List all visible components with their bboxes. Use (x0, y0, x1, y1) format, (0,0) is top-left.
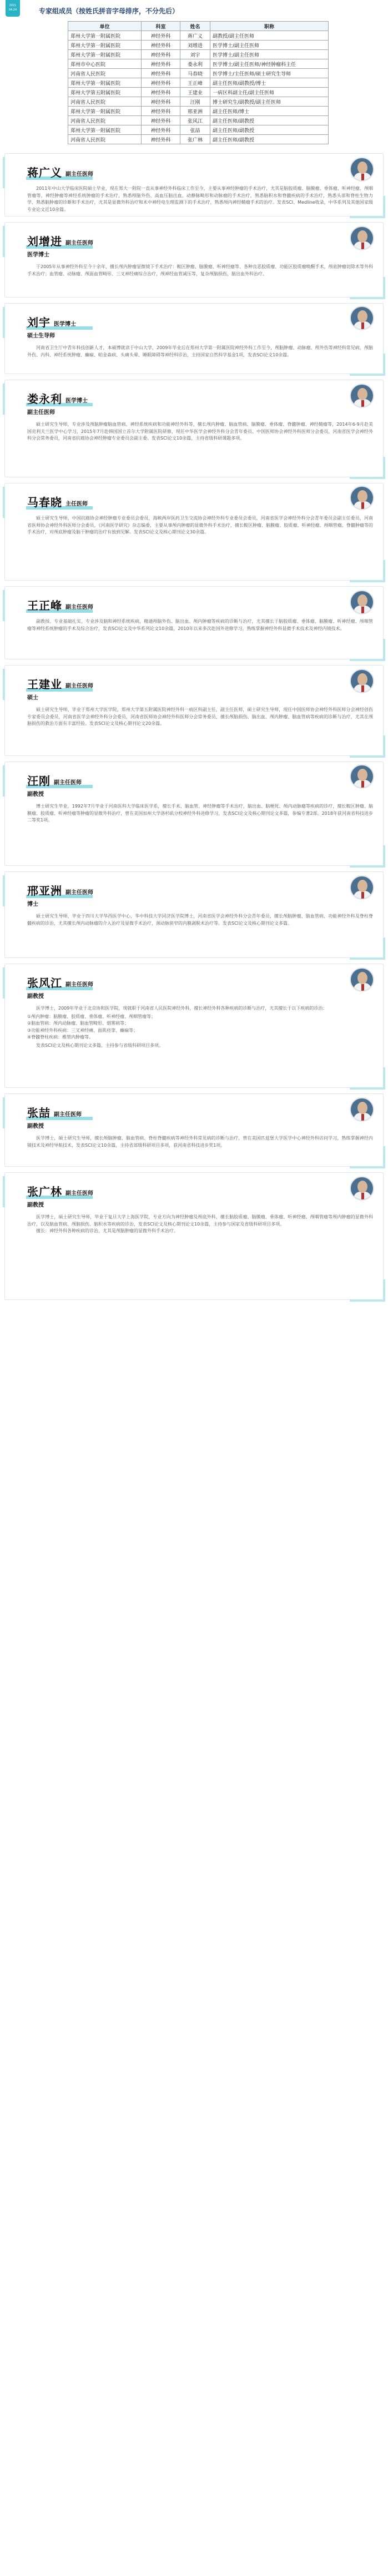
table-cell-name: 邢亚洲 (180, 107, 210, 116)
profile-card (4, 665, 384, 756)
table-cell-name: 张风江 (180, 116, 210, 125)
photo-head (357, 673, 367, 685)
header-title: 职称 (210, 22, 329, 31)
doctor-title: 副主任医师 (65, 683, 93, 689)
doctor-description (27, 707, 373, 728)
doctor-name: 王建业 (27, 678, 62, 691)
table-cell-title: 一病区科副主任/副主任医师 (210, 88, 329, 97)
header-name: 姓名 (180, 22, 210, 31)
specialty-item: ③功能神经外科疾病：三叉神经痛、面肌痉挛、癫痫等； (27, 1027, 138, 1033)
doctor-photo (350, 590, 374, 614)
photo-tie (361, 781, 364, 788)
doctor-name: 蒋广义 (27, 166, 62, 179)
doctor-title: 副主任医师 (54, 780, 82, 786)
doctor-title: 主任医师 (65, 501, 88, 507)
doctor-description (27, 264, 373, 278)
table-cell-title: 副主任医师/副教授/博士 (210, 78, 329, 88)
photo-head (357, 310, 367, 322)
card-header (27, 1104, 373, 1120)
profile-card (4, 964, 384, 1088)
table-cell-title: 副主任医师/副教授 (210, 135, 329, 144)
card-content (5, 223, 383, 297)
photo-head (357, 230, 367, 243)
doctor-name: 娄永利 (27, 392, 62, 406)
photo-tie (361, 400, 364, 407)
description-paragraph: 发表SCI论文及核心期刊论文多篇，主持参与省级科研项目多项。 (36, 1042, 164, 1048)
doctor-description (27, 515, 373, 536)
profile-card (4, 586, 384, 659)
doctor-description (27, 1005, 373, 1012)
header-unit: 单位 (68, 22, 142, 31)
card-header (27, 233, 373, 249)
header-dept: 科室 (142, 22, 180, 31)
specialty-list (27, 1014, 373, 1041)
card-header (27, 314, 373, 330)
table-cell-unit: 河南省人民医院 (68, 97, 142, 107)
table-row (68, 78, 329, 88)
card-header (27, 164, 373, 180)
card-content (5, 872, 383, 957)
table-cell-unit: 郑州大学第一附属医院 (68, 78, 142, 88)
table-cell-name: 马春晓 (180, 69, 210, 78)
description-paragraph: 硕士研究生导师，毕业于四川大学华西医学中心，华中科技大学同济医学院博士，河南省医学会神经外科分会青年委员，擅长颅脑肿瘤、脑血管病、功能神经外科及脊柱脊髓疾病的诊治，尤其擅长颅内动脉瘤的介入治疗及显微手术治疗，颈动脉狭窄的内膜剥脱术治疗等。发表SCI论文及核心期刊论文多篇。 (27, 914, 373, 926)
doctor-title: 副主任医师 (65, 1191, 93, 1197)
photo-head (357, 1102, 367, 1114)
doctor-title: 副主任医师 (65, 172, 93, 178)
doctor-photo (350, 967, 374, 992)
description-paragraph: 擅长：神经外科各种疾病的诊治，尤其是颅脑肿瘤的显微外科手术治疗。 (36, 1228, 178, 1234)
table-cell-name: 蒋广义 (180, 31, 210, 41)
doctor-photo (350, 486, 374, 510)
doctor-subtitle: 副教授 (27, 1123, 44, 1130)
table-cell-unit: 郑州大学第五附属医院 (68, 88, 142, 97)
table-cell-unit: 郑州大学第一附属医院 (68, 107, 142, 116)
doctor-name: 张广林 (27, 1185, 62, 1198)
table-cell-name: 王建业 (180, 88, 210, 97)
description-paragraph: 2011年中山大学临床医院硕士毕业，现在郑大一附院一直从事神经外科临床工作至今，主要从事神经肿瘤的手术治疗，尤其是脑胶质瘤、脑膜瘤、垂体瘤、听神经瘤、颅咽管瘤等，神经肿瘤等神经系统肿瘤的手术治疗，熟悉颅脑外伤、高血压脑出血、动静脉畸形和动脉瘤的手术治疗，熟悉脑积水和脊髓疾病的手术治疗，熟悉头部和脊柱生物力学、熟悉脑肿瘤的诊断和手术治疗，尤其是显微外科治疗和术中神经电生理监测下的手术治疗，熟悉颅内神经鞘瘤手术的治疗。发表SCI、Medline收录，中华系列及其他国家级专业论文近10余篇。 (27, 186, 373, 212)
table-cell-title: 医学博士/副主任医师 (210, 41, 329, 50)
doctor-description (27, 1135, 373, 1149)
table-cell-dept: 神经外科 (142, 50, 180, 59)
table-cell-dept: 神经外科 (142, 59, 180, 69)
profile-cards (0, 153, 388, 1309)
table-cell-unit: 郑州大学第一附属医院 (68, 125, 142, 135)
doctor-title: 副主任医师 (65, 982, 93, 988)
photo-head (357, 490, 367, 502)
table-cell-title: 副教授/副主任医师 (210, 31, 329, 41)
card-content (5, 1094, 383, 1166)
table-cell-name: 汪刚 (180, 97, 210, 107)
doctor-photo (350, 764, 374, 789)
doctor-photo (350, 669, 374, 693)
table-row (68, 31, 329, 41)
table-row (68, 88, 329, 97)
photo-tie (361, 1193, 364, 1199)
doctor-description (27, 421, 373, 442)
doctor-description (27, 803, 373, 824)
doctor-photo (350, 157, 374, 182)
profile-card (4, 380, 384, 477)
table-cell-title: 副主任医师/副教授 (210, 116, 329, 125)
photo-head (357, 594, 367, 607)
table-cell-dept: 神经外科 (142, 125, 180, 135)
description-paragraph: 医学博士，硕士研究生导师，毕业于复旦大学上海医学院，专业方向为神经肿瘤及颅底外科，擅长脑胶质瘤、脑膜瘤、垂体瘤、听神经瘤、颅咽管瘤等颅内肿瘤的显微外科治疗，以及脑血管病、颅脑损伤、脑积水等疾病的诊治，发表SCI论文及核心期刊论文10余篇，主持参与国家及省级科研项目多项。 (27, 1214, 373, 1227)
table-cell-unit: 郑州大学第一附属医院 (68, 50, 142, 59)
table-cell-name: 王正峰 (180, 78, 210, 88)
table-cell-title: 医学博士/副主任医师 (210, 50, 329, 59)
profile-card (4, 762, 384, 866)
doctor-name: 张风江 (27, 976, 62, 990)
photo-head (357, 769, 367, 781)
table-cell-dept: 神经外科 (142, 97, 180, 107)
table-row (68, 41, 329, 50)
doctor-name: 刘增进 (27, 235, 62, 248)
table-cell-unit: 郑州大学第一附属医院 (68, 41, 142, 50)
table-cell-dept: 神经外科 (142, 69, 180, 78)
card-content (5, 154, 383, 216)
description-paragraph: 医学博士，2009年毕业于北京协和医学院，现就职于河南省人民医院神经外科，擅长神经外科各种疾病的诊断与治疗，尤其擅长于以下疾病的诊治： (36, 1006, 327, 1011)
card-content (5, 380, 383, 477)
specialty-item: ②脑血管病：颅内动脉瘤、脑血管畸形、烟雾病等； (27, 1021, 129, 1026)
photo-head (357, 1181, 367, 1193)
doctor-subtitle: 博士 (27, 901, 38, 908)
doctor-name: 马春晓 (27, 496, 62, 509)
table-cell-title: 医学博士/主任医师/硕士研究生导师 (210, 69, 329, 78)
table-cell-title: 博士研究生/副教授/副主任医师 (210, 97, 329, 107)
doctor-description (27, 185, 373, 213)
description-paragraph: 河南省卫生厅中青年科技创新人才，本硕博就读于中山大学，2009年毕业后在郑州大学第一附属医院神经外科工作至今，颅脑肿瘤、动脉瘤、颅外伤等神经科常见病，颅脑外伤、内科、神经系统肿瘤、癫痫、帕金森病、头痛头晕、睡眠障碍等神经科诊治，主持国家自然科学基金1项，发表SCI论文10余篇。 (27, 345, 373, 357)
card-header (27, 974, 373, 990)
table-row (68, 135, 329, 144)
card-content (5, 304, 383, 374)
card-content (5, 762, 383, 865)
doctor-photo (350, 875, 374, 900)
doctor-name: 王正峰 (27, 599, 62, 612)
doctor-title: 医学博士 (54, 321, 76, 327)
card-header (27, 675, 373, 692)
photo-tie (361, 607, 364, 613)
profile-card (4, 1093, 384, 1167)
doctor-photo (350, 226, 374, 250)
table-row (68, 125, 329, 135)
card-header (27, 597, 373, 613)
profile-card (4, 871, 384, 958)
photo-tie (361, 502, 364, 509)
photo-head (357, 972, 367, 984)
card-content (5, 483, 383, 580)
table-cell-name: 刘增进 (180, 41, 210, 50)
specialty-item: ④脊髓脊柱疾病：椎管内肿瘤等。 (27, 1035, 94, 1040)
table-row (68, 107, 329, 116)
doctor-name: 汪刚 (27, 774, 51, 788)
table-row (68, 50, 329, 59)
photo-tie (361, 984, 364, 991)
card-header (27, 493, 373, 510)
doctor-name: 邢亚洲 (27, 884, 62, 898)
doctor-subtitle: 副主任医师 (27, 410, 55, 416)
doctor-description (27, 1214, 373, 1235)
card-header (27, 772, 373, 788)
table-header-row (68, 22, 329, 31)
experts-table (68, 21, 329, 144)
doctor-title: 副主任医师 (65, 604, 93, 611)
profile-card (4, 303, 384, 374)
table-cell-title: 副主任医师/博士 (210, 107, 329, 116)
table-cell-name: 娄永利 (180, 59, 210, 69)
badge-date: 04.24 (8, 8, 17, 12)
table-cell-dept: 神经外科 (142, 135, 180, 144)
table-cell-unit: 河南省人民医院 (68, 116, 142, 125)
table-cell-dept: 神经外科 (142, 41, 180, 50)
doctor-subtitle: 副教授 (27, 792, 44, 798)
description-paragraph: 硕士研究生导师，毕业于郑州大学医学院，郑州大学第五附属医院神经外科一病区科副主任，副主任医师，硕士研究生导师，现任中国医师协会神经外科医师分会神经创伤专家委员会委员，河南省医学会神经外科分会委员，河南省医师协会神经外科医师分会常务委员，擅长颅脑损伤、脑出血、颅内肿瘤、脑血管病等疾病的诊断与治疗，尤其在颅脑损伤的救治方面有丰富经验。发表SCI论文及核心期刊论文20余篇。 (27, 707, 373, 727)
description-paragraph: 副教授、专业基础扎实，专业涉及脑和神经系统疾病，精通颅脑外伤、脑出血、颅内肿瘤等疾病的诊断与治疗，尤其擅长于脑胶质瘤、垂体瘤、脑膜瘤、听神经瘤、颅咽管瘤等神经系统肿瘤的手术及综合治疗，发表SCI论文及中华系列论文10余篇，2010年以来多次赴国外进修学习，熟练掌握神经外科显微手术技术及神经内镜技术。 (27, 619, 373, 631)
card-content (5, 666, 383, 755)
card-content (5, 587, 383, 659)
doctor-description (27, 913, 373, 927)
doctor-title: 医学博士 (65, 398, 88, 404)
photo-tie (361, 685, 364, 692)
section-title: 专家组成员（按姓氏拼音字母排序，不分先后） (39, 7, 179, 15)
doctor-photo (350, 1097, 374, 1122)
photo-tie (361, 322, 364, 329)
table-cell-name: 张喆 (180, 125, 210, 135)
photo-tie (361, 243, 364, 249)
specialty-item: ①颅内肿瘤：脑膜瘤、胶质瘤、垂体瘤、听神经瘤、颅咽管瘤等； (27, 1014, 156, 1019)
card-header (27, 1183, 373, 1199)
experts-section (0, 0, 388, 153)
table-cell-unit: 河南省人民医院 (68, 69, 142, 78)
description-paragraph: 硕士研究生导师，专业涉及颅脑肿瘤脑血管病、神经系统疾病和功能神经外科等，擅长颅内肿瘤、脑血管病、脑膜瘤、垂体瘤、脊髓肿瘤、神经鞘瘤等，2014年6-9月赴美国克利夫兰医学中心学习，2015年7月赴韩国国立首尔大学附属医院研修，现任中华医学会神经外科分会青年委员、中国医师协会神经外科医师分会委员，河南省医学会神经外科分会常务委员，河南省抗癌协会神经肿瘤专业委员会副主委。发表SCI论文10余篇，主持省级科研课题多项。 (27, 422, 373, 441)
photo-head (357, 162, 367, 174)
card-content (5, 1173, 383, 1299)
doctor-subtitle: 硕士 (27, 695, 38, 701)
date-badge (6, 0, 20, 17)
table-cell-title: 医学博士/副主任医师/神经肿瘤科主任 (210, 59, 329, 69)
table-cell-name: 刘宇 (180, 50, 210, 59)
table-cell-title: 副主任医师/副教授 (210, 125, 329, 135)
table-cell-dept: 神经外科 (142, 88, 180, 97)
description-paragraph: 博士研究生毕业，1992年7月毕业于河南医科大学临床医学系，擅长手术、脑血管、神经肿瘤等手术治疗，脑出血、脑梗死、颅内动脉瘤等疾病的诊疗，擅长鞍区肿瘤、脑膜瘤、胶质瘤、听神经瘤等肿瘤的显微外科治疗，曾在美国加州大学洛杉矶分校神经外科进修学习，发表SCI论文及核心期刊论文多篇，参编专著2部。2018年获河南省科技进步二等奖1项。 (27, 804, 373, 823)
doctor-photo (350, 1176, 374, 1201)
doctor-name: 张喆 (27, 1106, 51, 1120)
photo-tie (361, 892, 364, 899)
doctor-description (27, 618, 373, 632)
table-row (68, 69, 329, 78)
table-cell-dept: 神经外科 (142, 107, 180, 116)
doctor-subtitle: 医学博士 (27, 252, 49, 258)
table-cell-unit: 郑州市中心医院 (68, 59, 142, 69)
photo-tie (361, 174, 364, 180)
profile-card (4, 1172, 384, 1300)
table-row (68, 59, 329, 69)
card-content (5, 964, 383, 1087)
table-cell-dept: 神经外科 (142, 116, 180, 125)
doctor-subtitle: 副教授 (27, 1202, 44, 1208)
photo-head (357, 388, 367, 400)
doctor-subtitle: 硕士生导师 (27, 333, 55, 339)
description-paragraph: 于2005年从事神经外科至今十余年，擅长颅内肿瘤显微镜下手术治疗：鞍区肿瘤、脑膜瘤、听神经瘤等、各种良恶胶质瘤、功能区胶质瘤唤醒手术，颅底肿瘤切除术等外科手术治疗；血管瘤、动脉瘤、颅面血管畸形、三叉神经痛综合治疗，颅神经血管减压等，复杂颅脑损伤，脑出血外科治疗。 (27, 264, 373, 276)
doctor-description-extra (27, 1042, 373, 1050)
table-cell-unit: 郑州大学第一附属医院 (68, 31, 142, 41)
description-paragraph: 硕士研究生导师，中国抗癌协会神经肿瘤专业委员会委员，海峡两岸医药卫生交流协会神经外科专业委员会委员，河南省医学会神经外科分会青年委员会副主任委员，河南省医师协会神经外科医师分会委员，《河南医学研究》杂志编委，主要从事颅内肿瘤的显微外科手术治疗，擅长鞍区肿瘤、脑膜瘤、胶质瘤、听神经瘤、颅咽管瘤、脊髓肿瘤等的手术治疗，对颅底肿瘤及脑干肿瘤的治疗有独到见解。发表SCI论文及核心期刊论文30余篇。 (27, 516, 373, 535)
profile-card (4, 483, 384, 581)
table-cell-unit: 河南省人民医院 (68, 135, 142, 144)
description-paragraph: 医学博士，硕士研究生导师，擅长颅脑肿瘤、脑血管病、脊柱脊髓疾病等神经外科常见病的诊断与治疗，曾在美国匹兹堡大学医学中心神经外科访问学习，熟练掌握神经内镜技术及神经导航技术，发表SCI论文10余篇，主持省部级科研项目多项，获河南省科技进步奖1项。 (27, 1136, 373, 1148)
table-row (68, 97, 329, 107)
doctor-name: 刘宇 (27, 316, 51, 329)
doctor-title: 副主任医师 (54, 1112, 82, 1118)
table-row (68, 116, 329, 125)
photo-tie (361, 1114, 364, 1121)
table-cell-name: 张广林 (180, 135, 210, 144)
photo-head (357, 880, 367, 892)
card-header (27, 882, 373, 898)
profile-card (4, 222, 384, 298)
table-cell-dept: 神经外科 (142, 31, 180, 41)
doctor-title: 副主任医师 (65, 890, 93, 896)
card-header (27, 390, 373, 406)
profile-card (4, 153, 384, 216)
doctor-photo (350, 384, 374, 408)
doctor-title: 副主任医师 (65, 240, 93, 246)
doctor-description (27, 345, 373, 359)
badge-year: 2021 (9, 4, 17, 7)
doctor-photo (350, 306, 374, 330)
table-cell-dept: 神经外科 (142, 78, 180, 88)
doctor-subtitle: 副教授 (27, 994, 44, 1000)
